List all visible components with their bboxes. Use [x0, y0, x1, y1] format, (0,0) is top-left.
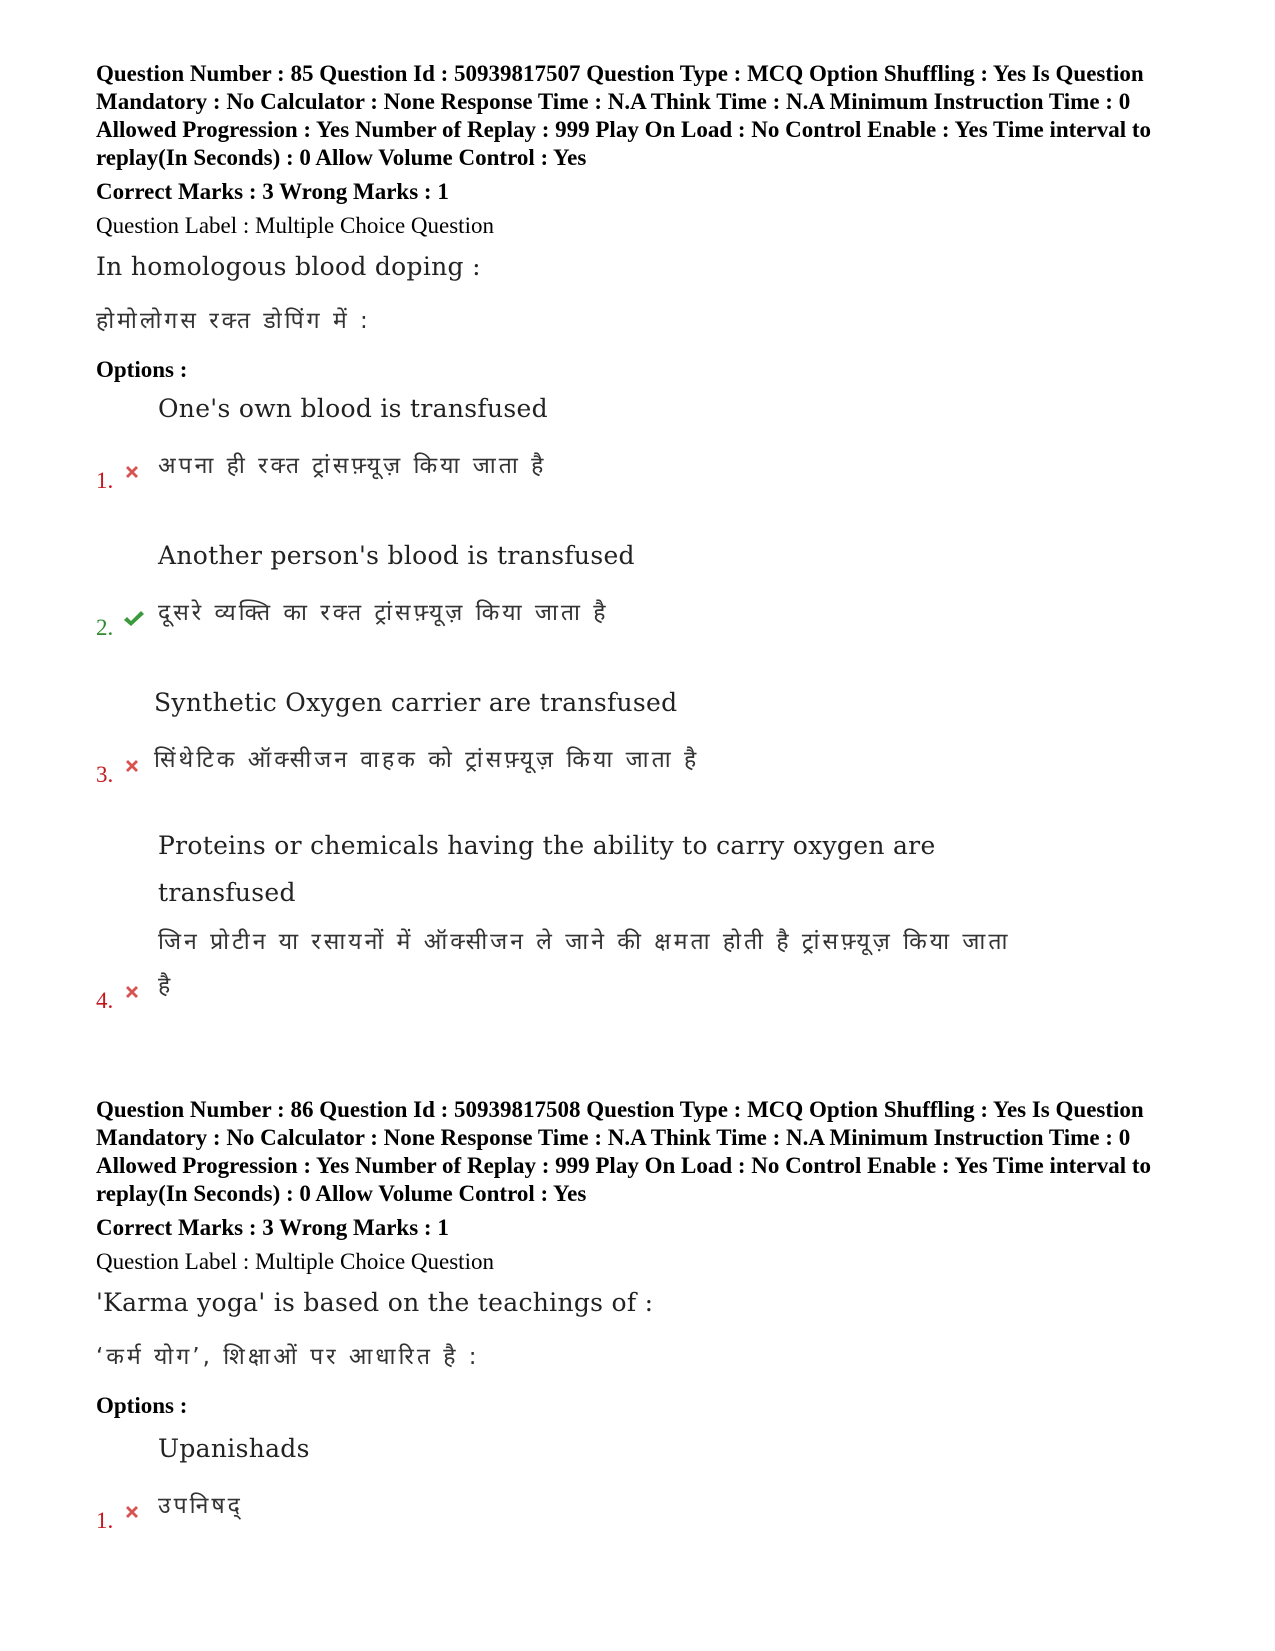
check-icon — [122, 609, 146, 629]
cross-icon — [122, 1502, 142, 1522]
option-number: 1. — [96, 468, 114, 493]
option-text-english: Proteins or chemicals having the ability to carry oxygen are transfused — [158, 831, 936, 907]
cross-icon — [122, 756, 142, 776]
option-text-hindi: दूसरे व्यक्ति का रक्त ट्रांसफ़्यूज़ किया जाता है — [158, 600, 609, 626]
question-stem-english: In homologous blood doping : — [96, 252, 481, 281]
option-1 — [96, 1425, 1186, 1533]
option-text-hindi: सिंथेटिक ऑक्सीजन वाहक को ट्रांसफ़्यूज़ किया जाता है — [154, 747, 700, 773]
question-86 — [96, 1096, 1186, 1533]
option-number: 2. — [96, 615, 114, 640]
question-marks: Correct Marks : 3 Wrong Marks : 1 — [96, 1215, 449, 1240]
option-text-hindi: जिन प्रोटीन या रसायनों में ऑक्सीजन ले जाने की क्षमता होती है ट्रांसफ़्यूज़ किया जाता है — [158, 929, 1011, 999]
question-label: Question Label : Multiple Choice Question — [96, 213, 494, 238]
option-text-english: Another person's blood is transfused — [158, 541, 635, 570]
option-text-english: Upanishads — [158, 1434, 310, 1463]
question-stem-english: 'Karma yoga' is based on the teachings of : — [96, 1288, 654, 1317]
option-text-english: One's own blood is transfused — [158, 394, 548, 423]
question-85 — [96, 60, 1186, 1013]
question-meta: Question Number : 85 Question Id : 50939817507 Question Type : MCQ Option Shuffling : Yes Is Question Mandatory : No Calculator : None Response Time : N.A Think Time : N.A Minimum Instruction Time : 0 Allowed Progression : Yes Number of Replay : 999 Play On Load : No Control Enable : Yes Time interval to replay(In Seconds) : 0 Allow Volume Control : Yes — [96, 61, 1152, 170]
option-text-hindi: अपना ही रक्त ट्रांसफ़्यूज़ किया जाता है — [158, 453, 547, 479]
option-number: 3. — [96, 762, 114, 787]
option-2 — [96, 532, 1186, 640]
option-text-hindi: उपनिषद् — [158, 1493, 243, 1519]
cross-icon — [122, 462, 142, 482]
question-label: Question Label : Multiple Choice Question — [96, 1249, 494, 1274]
question-marks: Correct Marks : 3 Wrong Marks : 1 — [96, 179, 449, 204]
option-1 — [96, 385, 1186, 493]
cross-icon — [122, 982, 142, 1002]
question-stem-hindi: ‘कर्म योग’, शिक्षाओं पर आधारित है : — [96, 1344, 480, 1370]
option-4 — [96, 822, 1186, 1013]
option-text-english: Synthetic Oxygen carrier are transfused — [154, 688, 678, 717]
options-heading: Options : — [96, 357, 188, 382]
options-heading: Options : — [96, 1393, 188, 1418]
document-page — [96, 60, 1186, 1533]
option-number: 4. — [96, 988, 114, 1013]
option-number: 1. — [96, 1508, 114, 1533]
question-meta: Question Number : 86 Question Id : 50939817508 Question Type : MCQ Option Shuffling : Yes Is Question Mandatory : No Calculator : None Response Time : N.A Think Time : N.A Minimum Instruction Time : 0 Allowed Progression : Yes Number of Replay : 999 Play On Load : No Control Enable : Yes Time interval to replay(In Seconds) : 0 Allow Volume Control : Yes — [96, 1097, 1152, 1206]
question-stem-hindi: होमोलोगस रक्त डोपिंग में : — [96, 308, 371, 334]
option-3 — [96, 679, 1186, 787]
